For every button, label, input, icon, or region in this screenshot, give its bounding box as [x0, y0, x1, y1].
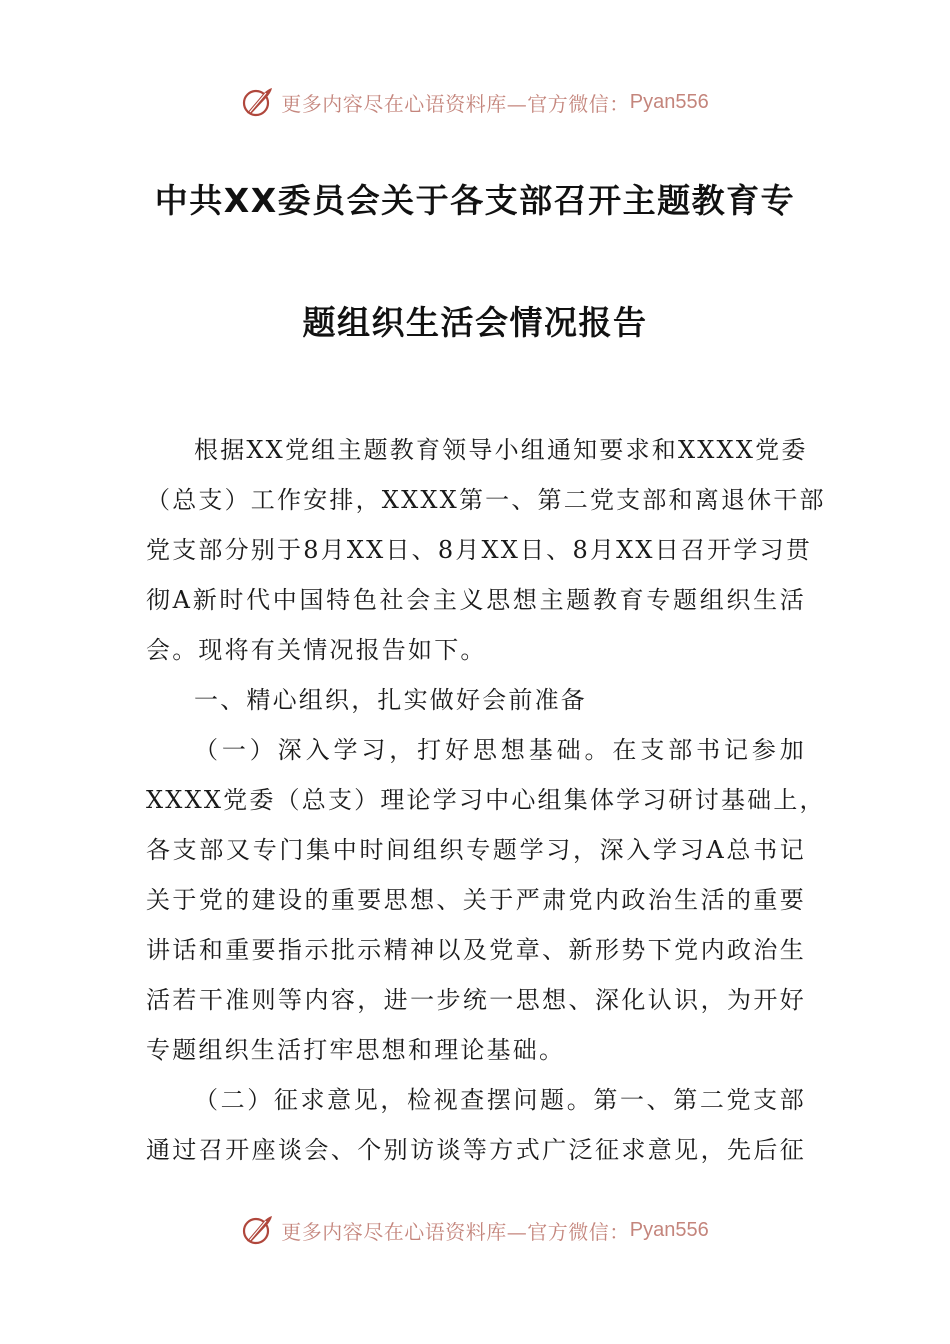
text-line: （一）深入学习，打好思想基础。在支部书记参加 — [194, 736, 806, 764]
text-line: 各支部又专门集中时间组织专题学习，深入学习A总书记 — [146, 836, 806, 864]
text-line: 彻A新时代中国特色社会主义思想主题教育专题组织生活 — [146, 586, 806, 614]
text-line: （总支）工作安排，XXXX第一、第二党支部和离退休干部 — [146, 486, 826, 514]
paragraph-opinions — [146, 1075, 806, 1175]
text-line: XXXX党委（总支）理论学习中心组集体学习研讨基础上， — [146, 786, 826, 814]
document-title-line-2: 题组织生活会情况报告 — [302, 303, 648, 342]
watermark-banner-top — [0, 82, 950, 122]
text-line: 专题组织生活打牢思想和理论基础。 — [146, 1036, 566, 1064]
watermark-handle: Pyan556 — [629, 90, 709, 113]
text-line: 讲话和重要指示批示精神以及党章、新形势下党内政治生 — [146, 936, 806, 964]
text-line: 通过召开座谈会、个别访谈等方式广泛征求意见，先后征 — [146, 1136, 806, 1164]
text-line: 一、精心组织，扎实做好会前准备 — [194, 686, 587, 714]
watermark-text: 更多内容尽在心语资料库—官方微信： — [281, 91, 630, 116]
text-line: 会。现将有关情况报告如下。 — [146, 636, 487, 664]
quill-pen-circle-icon — [241, 85, 275, 119]
quill-pen-circle-icon — [241, 1213, 275, 1247]
document-title-line-1: 中共XX委员会关于各支部召开主题教育专 — [154, 181, 796, 220]
section-heading-1 — [146, 675, 806, 725]
text-line: （二）征求意见，检视查摆问题。第一、第二党支部 — [194, 1086, 806, 1114]
text-line: 活若干准则等内容，进一步统一思想、深化认识，为开好 — [146, 986, 806, 1014]
paragraph-study — [146, 725, 826, 1075]
text-line: 党支部分别于8月XX日、8月XX日、8月XX日召开学习贯 — [146, 536, 812, 564]
paragraph-intro — [146, 425, 826, 675]
watermark-handle: Pyan556 — [629, 1218, 709, 1241]
text-line: 根据XX党组主题教育领导小组通知要求和XXXX党委 — [194, 436, 808, 464]
watermark-text: 更多内容尽在心语资料库—官方微信： — [281, 1219, 630, 1244]
watermark-banner-bottom — [0, 1210, 950, 1250]
document-body — [146, 425, 826, 1175]
text-line: 关于党的建设的重要思想、关于严肃党内政治生活的重要 — [146, 886, 806, 914]
